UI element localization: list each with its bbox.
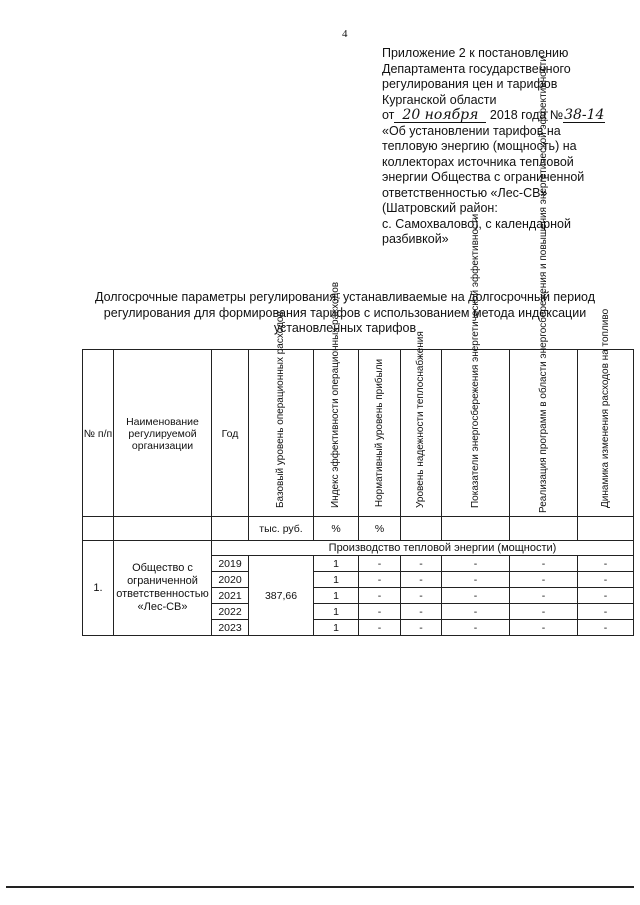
appendix-subject-line: тепловую энергию (мощность) на <box>382 139 577 153</box>
profit-cell: - <box>359 556 401 572</box>
unit-efficiency-index: % <box>314 517 359 541</box>
efficiency-index-cell: 1 <box>314 588 359 604</box>
appendix-line: регулирования цен и тарифов <box>382 77 558 91</box>
header-org: Наименование регулируемой организации <box>114 350 212 517</box>
reliability-cell: - <box>401 604 442 620</box>
profit-cell: - <box>359 620 401 636</box>
appendix-line: Департамента государственного <box>382 61 571 76</box>
reliability-cell: - <box>401 588 442 604</box>
year-cell: 2020 <box>212 572 249 588</box>
appendix-line: Приложение 2 к постановлению <box>382 46 569 60</box>
programs-cell: - <box>510 604 578 620</box>
appendix-subject-line: с. Самохвалово), с календарной <box>382 216 571 231</box>
fuel-dynamics-cell: - <box>578 556 634 572</box>
energy-saving-cell: - <box>442 572 510 588</box>
header-base-cost: Базовый уровень операционных расходов <box>249 350 314 517</box>
table-header-row <box>83 350 634 517</box>
handwritten-number: 38-14 <box>564 107 605 123</box>
year-cell: 2019 <box>212 556 249 572</box>
fuel-dynamics-cell: - <box>578 620 634 636</box>
programs-cell: - <box>510 588 578 604</box>
handwritten-date: 20 ноября <box>394 109 486 123</box>
appendix-subject-line: энергии Общества с ограниченной <box>382 170 585 184</box>
profit-cell: - <box>359 572 401 588</box>
header-fuel-dynamics: Динамика изменения расходов на топливо <box>578 350 634 517</box>
base-cost-value: 387,66 <box>249 556 314 636</box>
header-year: Год <box>212 350 249 517</box>
fuel-dynamics-cell: - <box>578 572 634 588</box>
year-cell: 2021 <box>212 588 249 604</box>
appendix-subject-line: разбивкой» <box>382 232 449 246</box>
header-programs: Реализация программ в области энергосбережения и повышения энергетической эффективности <box>510 350 578 517</box>
header-efficiency-index: Индекс эффективности операционных расходов <box>314 350 359 517</box>
organization-name: Общество с ограниченной ответственностью «Лес-СВ» <box>114 541 212 636</box>
appendix-subject-line: ответственностью «Лес-СВ» <box>382 185 548 200</box>
year-text: 2018 года № <box>489 108 564 122</box>
energy-saving-cell: - <box>442 588 510 604</box>
programs-cell: - <box>510 572 578 588</box>
page-bottom-rule <box>6 886 634 888</box>
efficiency-index-cell: 1 <box>314 604 359 620</box>
header-energy-saving: Показатели энергосбережения энергетической эффективности <box>442 350 510 517</box>
appendix-subject-line: «Об установлении тарифов на <box>382 123 561 138</box>
appendix-subject-line: коллекторах источника тепловой <box>382 154 574 169</box>
year-cell: 2023 <box>212 620 249 636</box>
section-label: Производство тепловой энергии (мощности) <box>212 541 634 556</box>
reliability-cell: - <box>401 556 442 572</box>
efficiency-index-cell: 1 <box>314 572 359 588</box>
unit-base-cost: тыс. руб. <box>249 517 314 541</box>
document-title: Долгосрочные параметры регулирования, устанавливаемые на долгосрочный период регулирования для формирования тарифов с использованием метода индексации установленных тарифов <box>94 290 596 335</box>
page-number: 4 <box>342 28 348 40</box>
year-cell: 2022 <box>212 604 249 620</box>
profit-cell: - <box>359 604 401 620</box>
reliability-cell: - <box>401 620 442 636</box>
appendix-line: Курганской области <box>382 92 497 107</box>
row-number: 1. <box>83 541 114 636</box>
energy-saving-cell: - <box>442 604 510 620</box>
header-num: № п/п <box>83 350 114 517</box>
energy-saving-cell: - <box>442 556 510 572</box>
profit-cell: - <box>359 588 401 604</box>
unit-profit: % <box>359 517 401 541</box>
programs-cell: - <box>510 620 578 636</box>
energy-saving-cell: - <box>442 620 510 636</box>
appendix-header <box>382 46 622 248</box>
appendix-date-line <box>382 108 622 124</box>
efficiency-index-cell: 1 <box>314 556 359 572</box>
header-reliability: Уровень надежности теплоснабжения <box>401 350 442 517</box>
efficiency-index-cell: 1 <box>314 620 359 636</box>
fuel-dynamics-cell: - <box>578 588 634 604</box>
section-row <box>83 541 634 556</box>
fuel-dynamics-cell: - <box>578 604 634 620</box>
appendix-subject-line: (Шатровский район: <box>382 201 498 215</box>
units-row <box>83 517 634 541</box>
programs-cell: - <box>510 556 578 572</box>
reliability-cell: - <box>401 572 442 588</box>
header-profit: Нормативный уровень прибыли <box>359 350 401 517</box>
date-prefix: от <box>382 108 395 122</box>
